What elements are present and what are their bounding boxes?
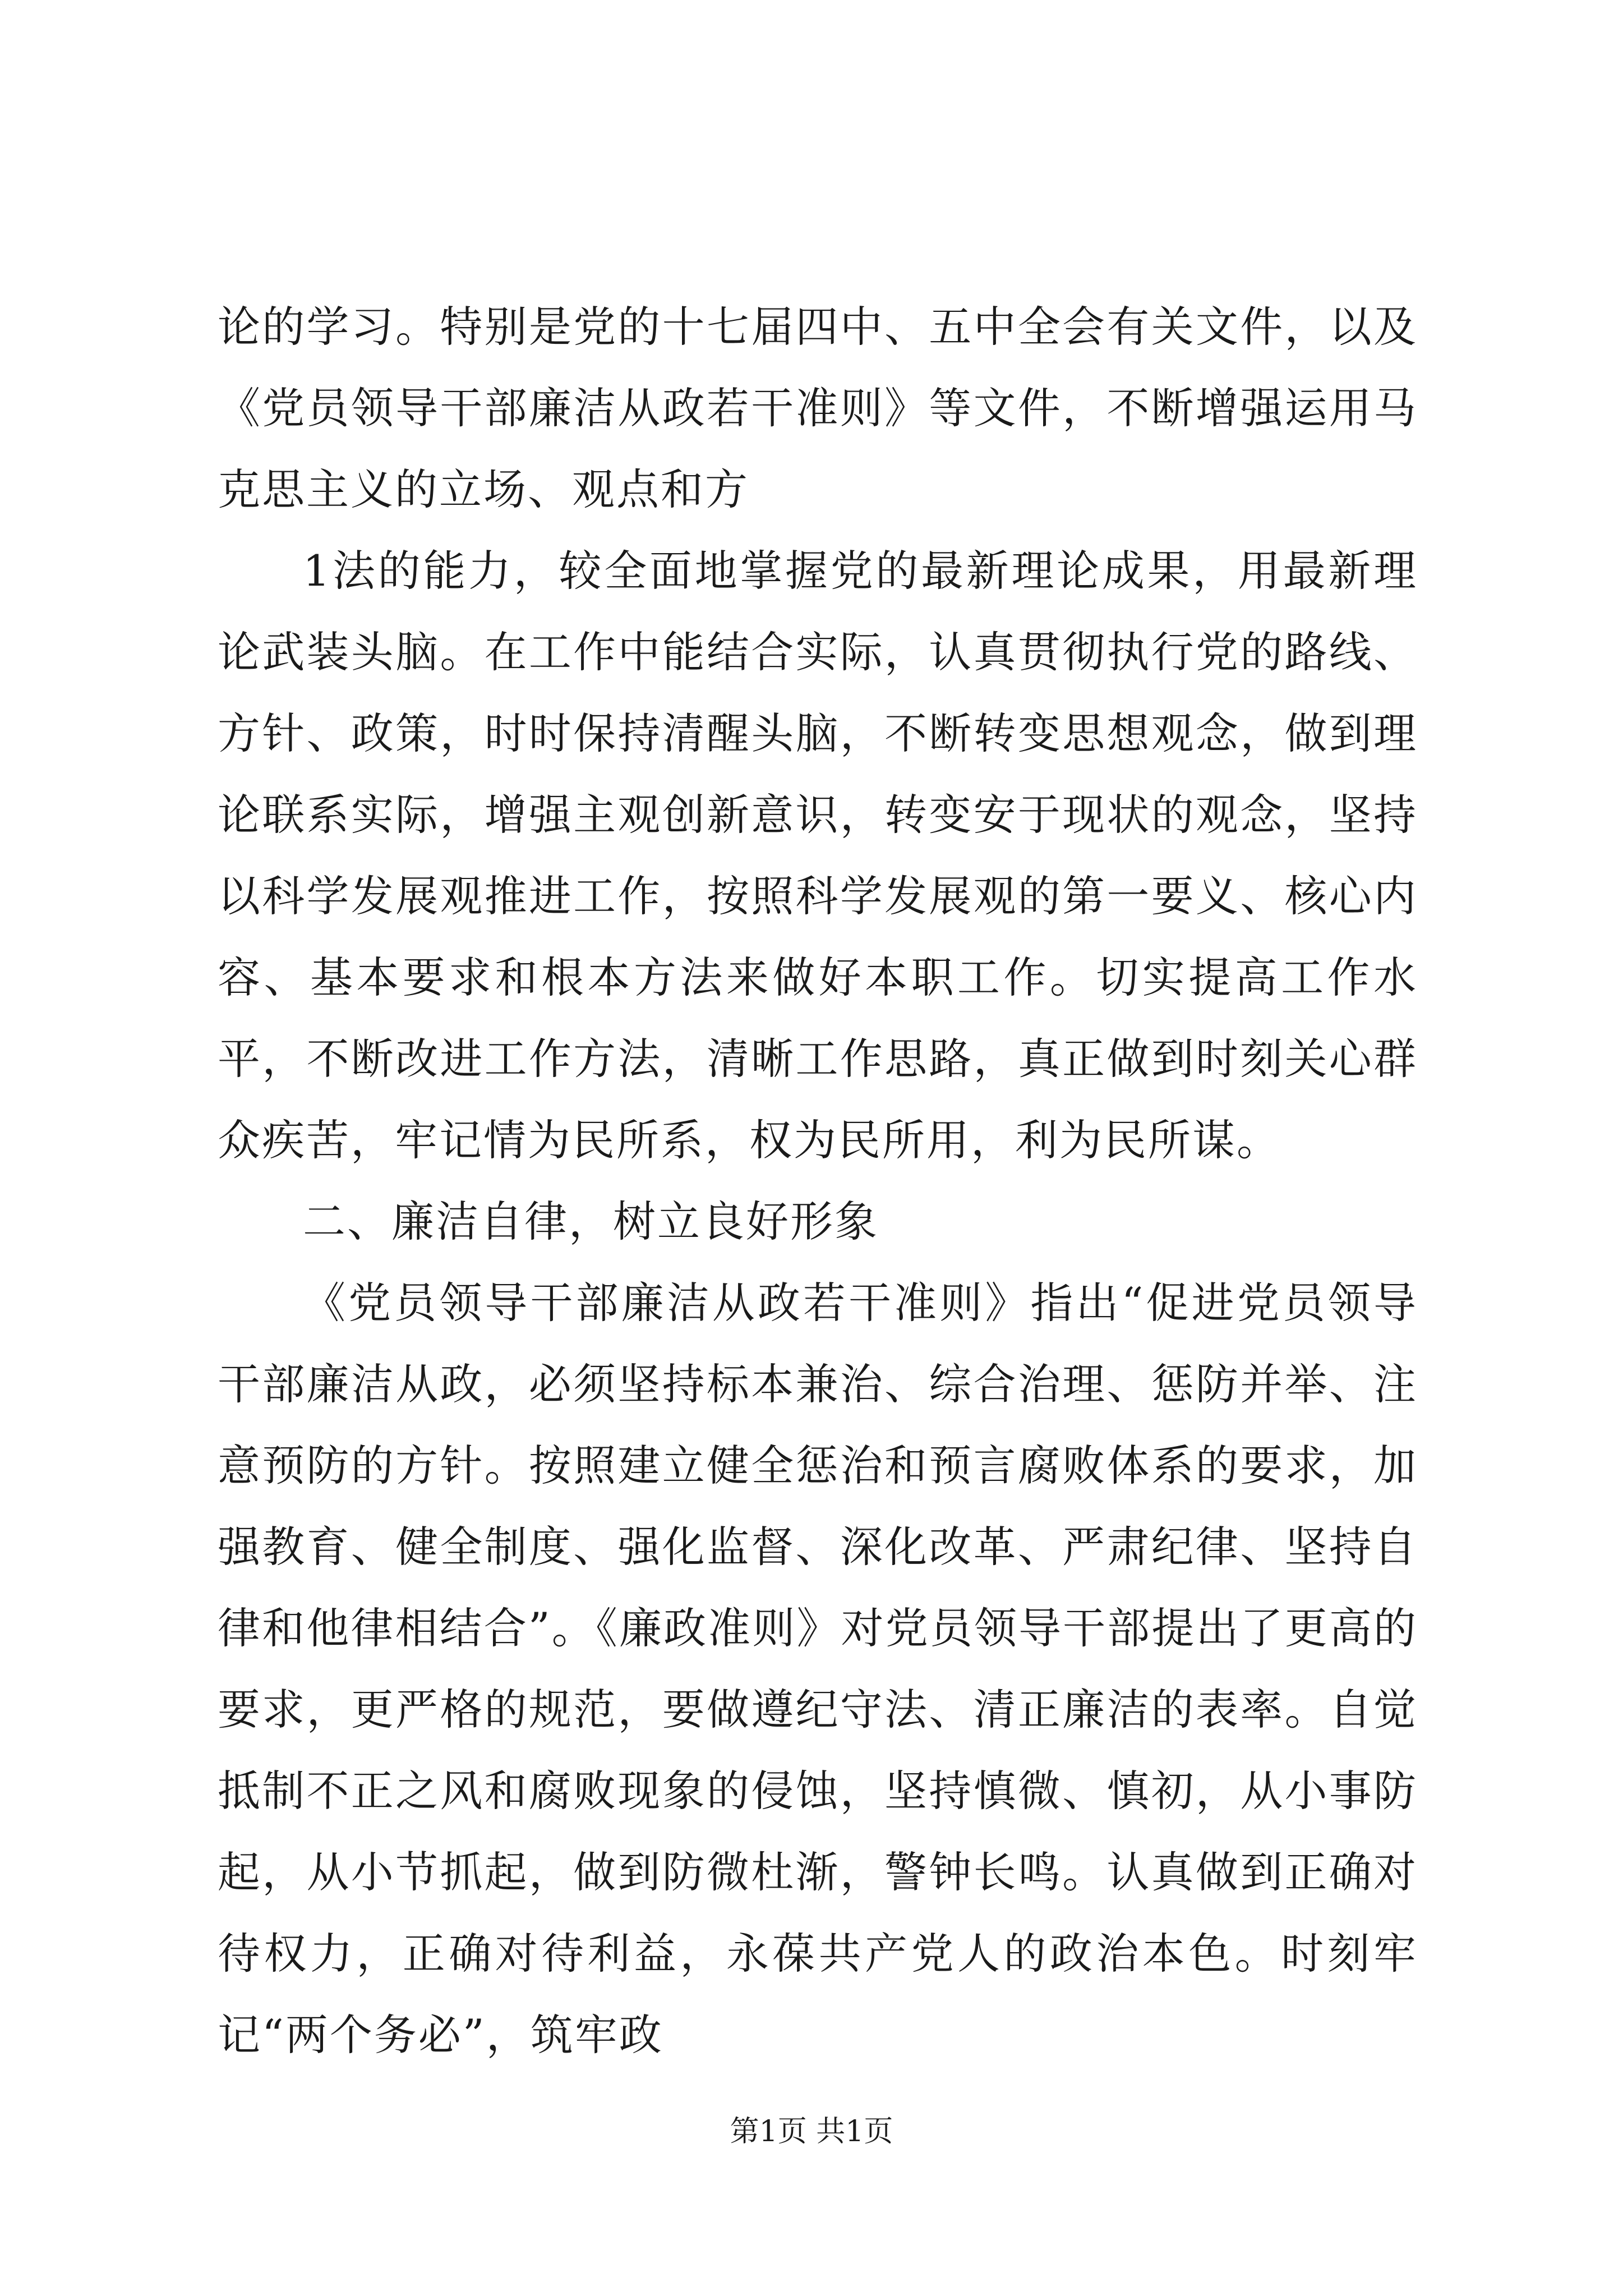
paragraph-1: 论的学习。特别是党的十七届四中、五中全会有关文件，以及《党员领导干部廉洁从政若干准则》等文件，不断增强运用马克思主义的立场、观点和方 bbox=[218, 302, 1418, 514]
paragraph-2: 1法的能力，较全面地掌握党的最新理论成果，用最新理论武装头脑。在工作中能结合实际，认真贯彻执行党的路线、方针、政策，时时保持清醒头脑，不断转变思想观念，做到理论联系实际，增强主观创新意识，转变安于现状的观念，坚持以科学发展观推进工作，按照科学发展观的第一要义、核心内容、基本要求和根本方法来做好本职工作。切实提高工作水平，不断改进工作方法，清晰工作思路，真正做到时刻关心群众疾苦，牢记情为民所系，权为民所用，利为民所谋。 bbox=[218, 546, 1418, 1165]
document-body bbox=[218, 286, 1418, 2076]
paragraph-3: 《党员领导干部廉洁从政若干准则》指出“促进党员领导干部廉洁从政，必须坚持标本兼治、综合治理、惩防并举、注意预防的方针。按照建立健全惩治和预言腐败体系的要求，加强教育、健全制度、强化监督、深化改革、严肃纪律、坚持自律和他律相结合”。《廉政准则》对党员领导干部提出了更高的要求，更严格的规范，要做遵纪守法、清正廉洁的表率。自觉抵制不正之风和腐败现象的侵蚀，坚持慎微、慎初，从小事防起，从小节抓起，做到防微杜渐，警钟长鸣。认真做到正确对待权力，正确对待利益，永葆共产党人的政治本色。时刻牢记“两个务必”，筑牢政 bbox=[218, 1278, 1418, 2060]
page-footer: 第1页 共1页 bbox=[730, 2115, 893, 2148]
section-heading: 二、廉洁自律，树立良好形象 bbox=[303, 1197, 879, 1246]
